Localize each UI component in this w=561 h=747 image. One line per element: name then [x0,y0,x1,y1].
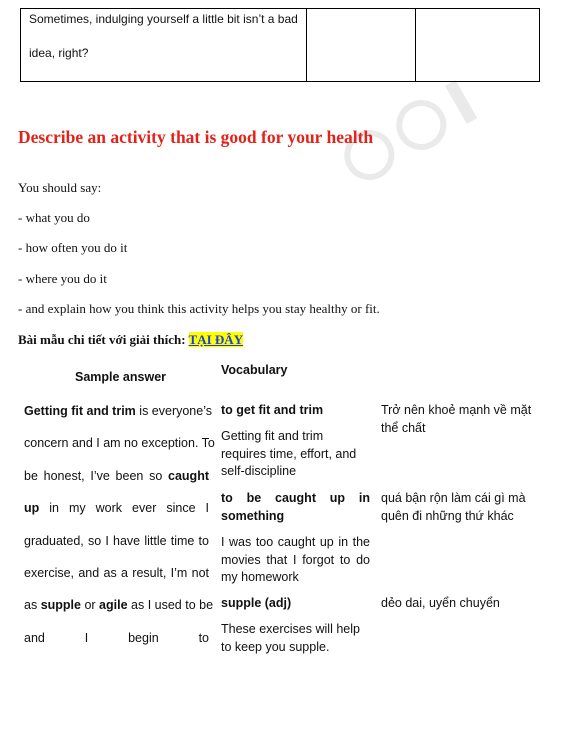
topic-heading: Describe an activity that is good for your health [18,127,374,147]
answer-line [24,566,209,580]
column-header-sample: Sample answer [75,370,167,384]
vocab-term: to be caught up in something [221,491,370,523]
answer-text: concern and I am no exception. To [24,436,215,450]
answer-text: as [24,598,41,612]
sample-link[interactable]: TẠI ĐÂY [188,332,244,347]
sample-link-label: Bài mẫu chi tiết với giải thích: [18,332,189,347]
answer-text: or [80,598,100,612]
cue-point: - and explain how you think this activity helps you stay healthy or fit. [18,301,380,316]
answer-text: as I used to be [127,598,214,612]
cue-point: - what you do [18,210,90,225]
answer-bold: supple [40,598,81,612]
answer-text: graduated, so I have little time to [24,534,209,548]
answer-line [24,404,213,418]
answer-text: and I begin to [24,631,209,645]
answer-bold: Getting fit and trim [24,404,136,418]
vocab-example: Getting fit and trim requires time, effort, and self-discipline [221,429,357,478]
answer-line [24,534,209,548]
vocab-term: to get fit and trim [221,403,324,417]
top-table-cell-text [21,9,307,81]
top-table-line: Sometimes, indulging yourself a little bit isn’t a bad [29,12,298,26]
cue-point: - how often you do it [18,240,128,255]
answer-line [24,598,214,612]
answer-text: be honest, I’ve been so [24,469,169,483]
top-table-cell-empty [307,9,416,81]
vocab-example: These exercises will help to keep you supple. [221,622,360,654]
answer-line [24,501,209,515]
vocab-example: I was too caught up in the movies that I forgot to do my homework [221,535,370,584]
answer-text: is everyone’s [135,404,213,418]
answer-text: exercise, and as a result, I’m not [24,566,209,580]
answer-bold: agile [99,598,128,612]
top-table-line: idea, right? [29,46,89,60]
answer-bold: caught [168,469,209,483]
cue-intro: You should say: [18,180,102,195]
vocab-meaning: Trở nên khoẻ mạnh về mặt thể chất [381,403,532,435]
answer-line [24,436,215,450]
cue-point: - where you do it [18,271,107,286]
vocab-term: supple (adj) [221,596,292,610]
answer-bold: up [24,501,40,515]
sample-link-line [18,332,243,348]
vocab-meaning: dẻo dai, uyển chuyển [381,596,500,610]
column-header-vocabulary: Vocabulary [221,363,288,377]
vocab-meaning: quá bận rộn làm cái gì mà quên đi những thứ khác [381,491,526,523]
answer-text: in my work ever since I [39,501,209,515]
answer-line [24,469,209,483]
answer-line [24,631,209,645]
